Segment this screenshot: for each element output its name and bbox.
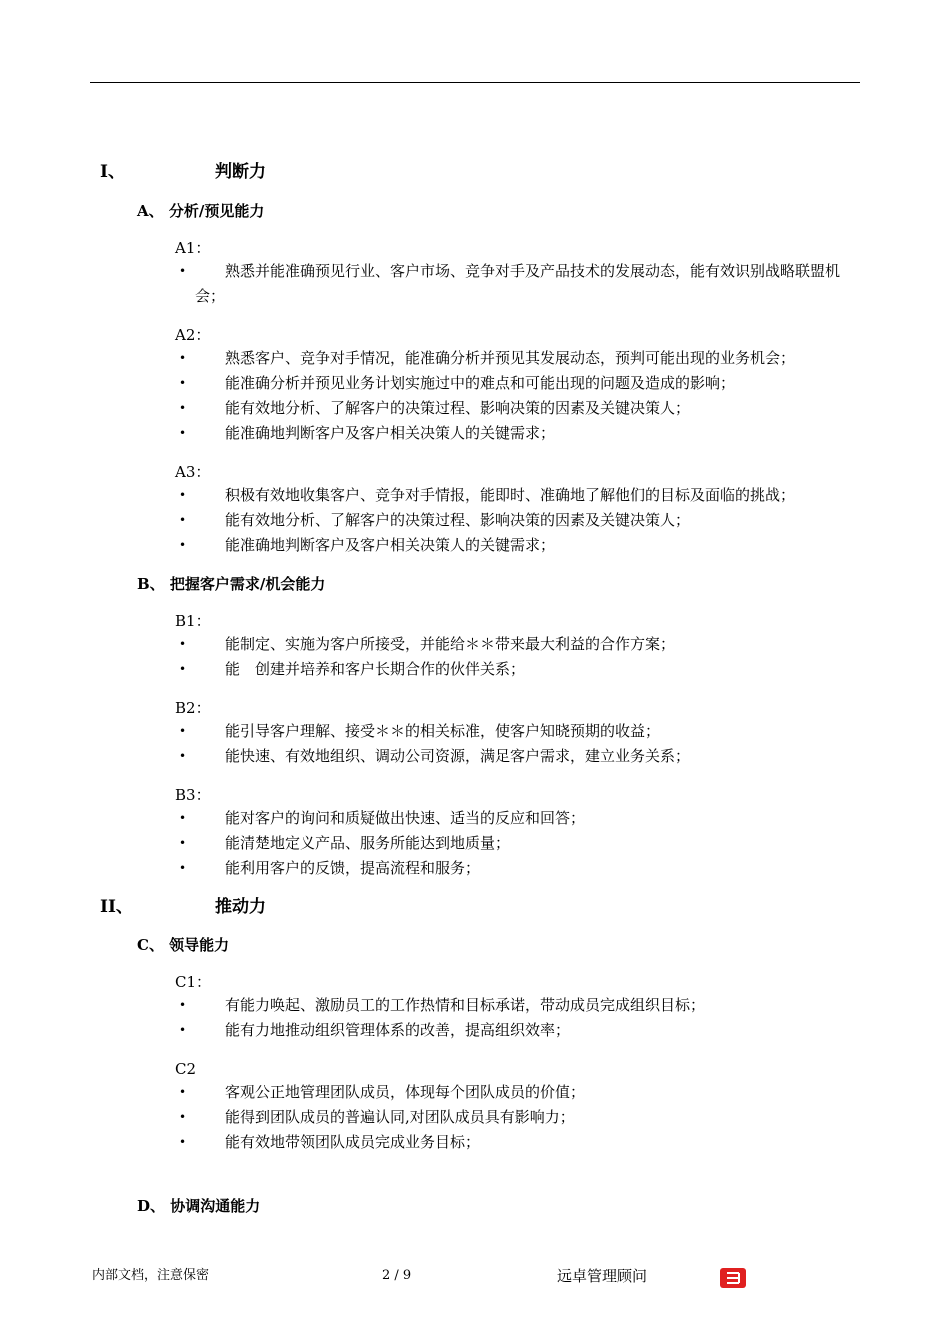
category-heading-a: A、 分析/预见能力	[137, 202, 265, 220]
level-label-c1: C1：	[175, 973, 212, 991]
list-item-text: 客观公正地管理团队成员，体现每个团队成员的价值；	[225, 1083, 586, 1101]
list-item	[175, 1130, 865, 1155]
bullet-icon: •	[179, 1085, 187, 1099]
bullet-icon: •	[179, 1110, 187, 1124]
list-item-text: 能快速、有效地组织、调动公司资源，满足客户需求，建立业务关系；	[225, 747, 691, 765]
bullet-icon: •	[179, 376, 187, 390]
footer-confidential: 内部文档，注意保密	[92, 1268, 210, 1283]
list-item-text: 能有力地推动组织管理体系的改善，提高组织效率；	[225, 1021, 571, 1039]
category-heading-b: B、 把握客户需求/机会能力	[137, 575, 326, 593]
list-item-text: 能清楚地定义产品、服务所能达到地质量；	[225, 834, 511, 852]
list-item-text: 能有效地带领团队成员完成业务目标；	[225, 1133, 481, 1151]
company-name: 远卓管理顾问	[557, 1267, 648, 1285]
bullet-icon: •	[179, 538, 187, 552]
list-item-text: 熟悉客户、竞争对手情况，能准确分析并预见其发展动态，预判可能出现的业务机会；	[225, 349, 796, 367]
bullet-icon: •	[179, 662, 187, 676]
bullet-icon: •	[179, 861, 187, 875]
list-item	[175, 744, 865, 769]
list-item	[175, 856, 865, 881]
list-item	[175, 1105, 865, 1130]
list-item	[175, 533, 865, 558]
list-item-text: 能准确地判断客户及客户相关决策人的关键需求；	[225, 424, 556, 442]
list-item-text: 有能力唤起、激励员工的工作热情和目标承诺，带动成员完成组织目标；	[225, 996, 706, 1014]
section-number: I、	[100, 162, 125, 182]
company-logo-icon	[720, 1268, 746, 1288]
level-label-a2: A2：	[175, 326, 211, 344]
bullet-icon: •	[179, 426, 187, 440]
bullet-icon: •	[179, 749, 187, 763]
section-title: 判断力	[215, 162, 266, 182]
list-item-text: 能有效地分析、了解客户的决策过程、影响决策的因素及关键决策人；	[225, 511, 691, 529]
page-number: 2 / 9	[382, 1268, 412, 1283]
list-item	[175, 806, 865, 831]
bullet-icon: •	[179, 513, 187, 527]
list-item	[175, 1080, 865, 1105]
bullet-icon: •	[179, 724, 187, 738]
list-item	[175, 1018, 865, 1043]
level-label-a3: A3：	[175, 463, 211, 481]
bullet-icon: •	[179, 264, 187, 278]
list-item-text: 能对客户的询问和质疑做出快速、适当的反应和回答；	[225, 809, 586, 827]
list-item-text: 积极有效地收集客户、竞争对手情报，能即时、准确地了解他们的目标及面临的挑战；	[225, 486, 796, 504]
section-number: II、	[100, 897, 133, 917]
list-item	[175, 993, 865, 1018]
list-item-text: 能制定、实施为客户所接受，并能给＊＊带来最大利益的合作方案；	[225, 635, 676, 653]
list-item	[175, 346, 865, 371]
category-heading-c: C、 领导能力	[137, 936, 230, 954]
header-rule	[90, 82, 860, 83]
level-label-c2: C2	[175, 1060, 197, 1078]
list-item	[175, 371, 865, 396]
list-item	[175, 831, 865, 856]
level-label-b3: B3：	[175, 786, 211, 804]
list-item-text: 能利用客户的反馈，提高流程和服务；	[225, 859, 481, 877]
list-item-text: 能得到团队成员的普遍认同,对团队成员具有影响力；	[225, 1108, 575, 1126]
level-label-b1: B1：	[175, 612, 211, 630]
bullet-icon: •	[179, 1135, 187, 1149]
list-item	[175, 259, 865, 309]
bullet-icon: •	[179, 637, 187, 651]
level-label-b2: B2：	[175, 699, 211, 717]
list-item	[175, 421, 865, 446]
section-title: 推动力	[215, 897, 266, 917]
list-item	[175, 508, 865, 533]
level-label-a1: A1：	[175, 239, 211, 257]
bullet-icon: •	[179, 488, 187, 502]
bullet-icon: •	[179, 998, 187, 1012]
list-item	[175, 396, 865, 421]
bullet-icon: •	[179, 811, 187, 825]
list-item-text: 能有效地分析、了解客户的决策过程、影响决策的因素及关键决策人；	[225, 399, 691, 417]
bullet-icon: •	[179, 351, 187, 365]
bullet-icon: •	[179, 401, 187, 415]
bullet-icon: •	[179, 1023, 187, 1037]
category-heading-d: D、 协调沟通能力	[137, 1197, 261, 1215]
list-item	[175, 657, 865, 682]
list-item-text: 能 创建并培养和客户长期合作的伙伴关系；	[225, 660, 526, 678]
list-item	[175, 719, 865, 744]
list-item-text: 能准确分析并预见业务计划实施过中的难点和可能出现的问题及造成的影响；	[225, 374, 736, 392]
list-item-text: 能准确地判断客户及客户相关决策人的关键需求；	[225, 536, 556, 554]
bullet-icon: •	[179, 836, 187, 850]
list-item-text: 能引导客户理解、接受＊＊的相关标准，使客户知晓预期的收益；	[225, 722, 661, 740]
list-item	[175, 632, 865, 657]
list-item	[175, 483, 865, 508]
list-item-text: 熟悉并能准确预见行业、客户市场、竞争对手及产品技术的发展动态，能有效识别战略联盟机会；	[195, 262, 841, 305]
